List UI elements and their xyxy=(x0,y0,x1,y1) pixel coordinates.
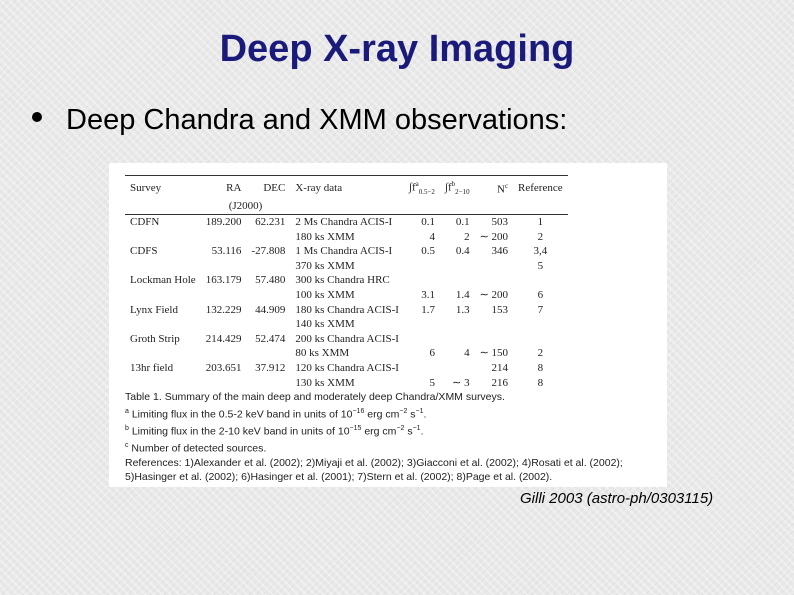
table-cell: Lockman Hole xyxy=(130,274,196,287)
table-cell xyxy=(246,230,290,245)
table-cell xyxy=(125,317,201,332)
table-cell: 153 xyxy=(491,303,509,316)
table-subheader-row xyxy=(125,199,568,214)
note-a-exp: −16 xyxy=(352,407,365,415)
table-cell xyxy=(246,346,290,361)
table-caption xyxy=(125,390,623,485)
note-a-unit-exp1: −2 xyxy=(399,407,408,415)
table-cell xyxy=(404,317,440,332)
col-flux-soft: $\int f^a_{0.5-2}$ xyxy=(404,176,440,200)
table-cell xyxy=(201,376,247,391)
flux-hard-label: ∫f xyxy=(444,181,452,194)
table-cell xyxy=(440,317,475,332)
table-cell: 6 xyxy=(537,289,544,301)
table-cell: 100 ks XMM xyxy=(295,289,355,301)
col-flux-hard: $\int f^b_{2-10}$ xyxy=(440,176,475,200)
slide-title: Deep X-ray Imaging xyxy=(219,28,575,70)
table-cell xyxy=(125,230,201,245)
note-b-unit: erg cm xyxy=(361,425,397,437)
table-cell xyxy=(125,288,201,303)
table-cell: 203.651 xyxy=(205,361,242,374)
table-cell: 1.3 xyxy=(455,303,470,316)
n-label: N xyxy=(496,183,505,196)
table-cell: CDFS xyxy=(130,245,158,258)
table-cell: 140 ks XMM xyxy=(295,318,355,331)
table-cell: 503 xyxy=(491,216,509,229)
table-cell xyxy=(475,332,513,347)
blank-cell xyxy=(290,199,404,214)
blank-cell xyxy=(440,199,475,214)
col-reference: Reference xyxy=(513,176,568,200)
note-a-unit: erg cm xyxy=(364,408,400,420)
table-cell: 216 xyxy=(491,376,509,389)
note-b-unit-exp1: −2 xyxy=(396,424,405,432)
caption-title: Table 1. Summary of the main deep and moderately deep Chandra/XMM surveys. xyxy=(125,391,505,403)
table-cell: 300 ks Chandra HRC xyxy=(295,274,390,287)
table-cell: 180 ks XMM xyxy=(295,230,355,243)
table-cell: 200 ks Chandra ACIS-I xyxy=(295,332,399,345)
table-cell: 0.5 xyxy=(421,245,435,258)
j2000-label: (J2000) xyxy=(201,199,291,214)
flux-hard-band: 2−10 xyxy=(455,187,470,196)
note-b-text: Limiting flux in the 2-10 keV band in units of 10 xyxy=(128,425,350,437)
blank-cell xyxy=(404,199,440,214)
table-cell xyxy=(440,332,475,347)
table-cell: 1 Ms Chandra ACIS-I xyxy=(295,245,393,258)
table-cell: 3,4 xyxy=(533,245,548,258)
caption-note-a xyxy=(125,405,623,422)
table-cell xyxy=(246,259,290,274)
table-cell: 346 xyxy=(491,245,509,258)
table-row xyxy=(125,361,568,376)
bullet-item xyxy=(32,104,567,137)
table-cell: CDFN xyxy=(130,216,160,229)
note-b-exp: −15 xyxy=(349,424,362,432)
table-row xyxy=(125,215,568,230)
table-cell xyxy=(201,346,247,361)
table-cell: 1.7 xyxy=(421,303,435,316)
table-cell: 1 xyxy=(537,216,544,229)
blank-cell xyxy=(475,199,513,214)
table-cell xyxy=(513,273,568,288)
table-cell: ∼ 200 xyxy=(479,230,509,243)
table-cell xyxy=(201,288,247,303)
table-cell: 132.229 xyxy=(205,303,242,316)
table-cell: ∼ 3 xyxy=(452,376,470,389)
table-cell xyxy=(246,376,290,391)
table-cell: ∼ 200 xyxy=(479,289,509,301)
table-cell xyxy=(125,346,201,361)
note-a-text: Limiting flux in the 0.5-2 keV band in units of 10 xyxy=(128,408,353,420)
table-cell: 370 ks XMM xyxy=(295,259,355,272)
table-row xyxy=(125,244,568,259)
note-a-unit2: s xyxy=(407,408,416,420)
table-cell: 2 xyxy=(464,230,470,243)
table-cell: 2 Ms Chandra ACIS-I xyxy=(295,216,393,229)
table-row xyxy=(125,259,568,274)
note-c-mark: c xyxy=(125,441,129,449)
note-b-unit2: s xyxy=(404,425,413,437)
table-cell: 0.4 xyxy=(455,245,470,258)
bullet-text: Deep Chandra and XMM observations: xyxy=(66,104,568,136)
col-n: $N^c$ xyxy=(475,176,513,200)
blank-cell xyxy=(125,199,201,214)
table-cell xyxy=(475,317,513,332)
caption-references-1: References: 1)Alexander et al. (2002); 2)Miyaji et al. (2002); 3)Giacconi et al. (2002); 4)Rosati et al. (2002); xyxy=(125,456,623,469)
note-b-end: . xyxy=(420,425,424,437)
col-ra: RA xyxy=(201,176,247,200)
table-cell: -27.808 xyxy=(251,245,286,258)
table-cell xyxy=(513,332,568,347)
flux-soft-label: ∫f xyxy=(408,181,416,194)
table-cell xyxy=(513,317,568,332)
table-cell xyxy=(440,273,475,288)
table-cell: 4 xyxy=(464,347,470,360)
col-dec: DEC xyxy=(246,176,290,200)
table-cell: 80 ks XMM xyxy=(295,347,350,360)
table-row xyxy=(125,317,568,332)
table-cell: 180 ks Chandra ACIS-I xyxy=(295,303,399,316)
table-cell: 62.231 xyxy=(255,216,286,229)
table-cell xyxy=(440,259,475,274)
table-cell: 13hr field xyxy=(130,361,174,374)
table-cell: 0.1 xyxy=(421,216,435,229)
note-a-mark: a xyxy=(125,407,129,415)
table-cell: 214 xyxy=(491,361,509,374)
col-xray: X-ray data xyxy=(290,176,404,200)
table-cell: 163.179 xyxy=(205,274,242,287)
table-cell: 53.116 xyxy=(211,245,242,258)
table-cell: 130 ks XMM xyxy=(295,376,355,389)
note-a-unit-exp2: −1 xyxy=(415,407,424,415)
table-cell: 7 xyxy=(537,303,544,316)
table-cell xyxy=(404,273,440,288)
col-survey: Survey xyxy=(125,176,201,200)
table-row xyxy=(125,303,568,318)
table-cell: ∼ 150 xyxy=(479,347,509,360)
table-cell xyxy=(246,288,290,303)
table-cell: 0.1 xyxy=(455,216,470,229)
table-cell: 1.4 xyxy=(455,289,470,301)
table-cell: 37.912 xyxy=(255,361,286,374)
table-cell: 5 xyxy=(429,376,435,389)
note-b-mark: b xyxy=(125,424,129,432)
table-cell xyxy=(440,361,475,376)
table-cell xyxy=(404,332,440,347)
table-cell: 214.429 xyxy=(205,332,242,345)
table-cell: 4 xyxy=(429,230,435,243)
table-cell xyxy=(404,259,440,274)
survey-table-image xyxy=(109,163,667,487)
table-row xyxy=(125,230,568,245)
table-cell: 3.1 xyxy=(421,289,435,301)
note-b-unit-exp2: −1 xyxy=(412,424,421,432)
table-cell xyxy=(404,361,440,376)
note-c-text: Number of detected sources. xyxy=(128,442,267,454)
table-cell xyxy=(475,273,513,288)
table-cell: 2 xyxy=(537,347,544,360)
bullet-icon xyxy=(32,112,42,122)
table-cell: 189.200 xyxy=(205,216,242,229)
table-cell xyxy=(201,259,247,274)
table-cell xyxy=(125,376,201,391)
caption-references-2: 5)Hasinger et al. (2002); 6)Hasinger et al. (2001); 7)Stern et al. (2002); 8)Page et al. (2002). xyxy=(125,471,553,483)
table-cell xyxy=(201,317,247,332)
table-cell: 8 xyxy=(537,376,544,389)
table-cell: 8 xyxy=(537,361,544,374)
table-cell: 6 xyxy=(429,347,435,360)
table-row xyxy=(125,376,568,391)
survey-table xyxy=(125,175,568,390)
caption-note-c xyxy=(125,439,623,456)
table-row xyxy=(125,332,568,347)
table-cell xyxy=(246,317,290,332)
table-cell: Lynx Field xyxy=(130,303,178,316)
table-header-row xyxy=(125,176,568,200)
table-row xyxy=(125,288,568,303)
blank-cell xyxy=(513,199,568,214)
source-citation: Gilli 2003 (astro-ph/0303115) xyxy=(520,490,714,507)
note-a-end: . xyxy=(423,408,427,420)
table-cell: 120 ks Chandra ACIS-I xyxy=(295,361,399,374)
table-row xyxy=(125,273,568,288)
table-body xyxy=(125,215,568,391)
table-cell: 44.909 xyxy=(255,303,286,316)
table-cell xyxy=(475,259,513,274)
caption-note-b xyxy=(125,422,623,439)
table-cell: 52.474 xyxy=(255,332,286,345)
flux-soft-band: 0.5−2 xyxy=(418,187,435,196)
table-cell xyxy=(125,259,201,274)
table-row xyxy=(125,346,568,361)
table-cell xyxy=(201,230,247,245)
table-cell: Groth Strip xyxy=(130,332,180,345)
table-cell: 57.480 xyxy=(255,274,286,287)
table-cell: 5 xyxy=(537,259,544,272)
table-cell: 2 xyxy=(537,230,544,243)
